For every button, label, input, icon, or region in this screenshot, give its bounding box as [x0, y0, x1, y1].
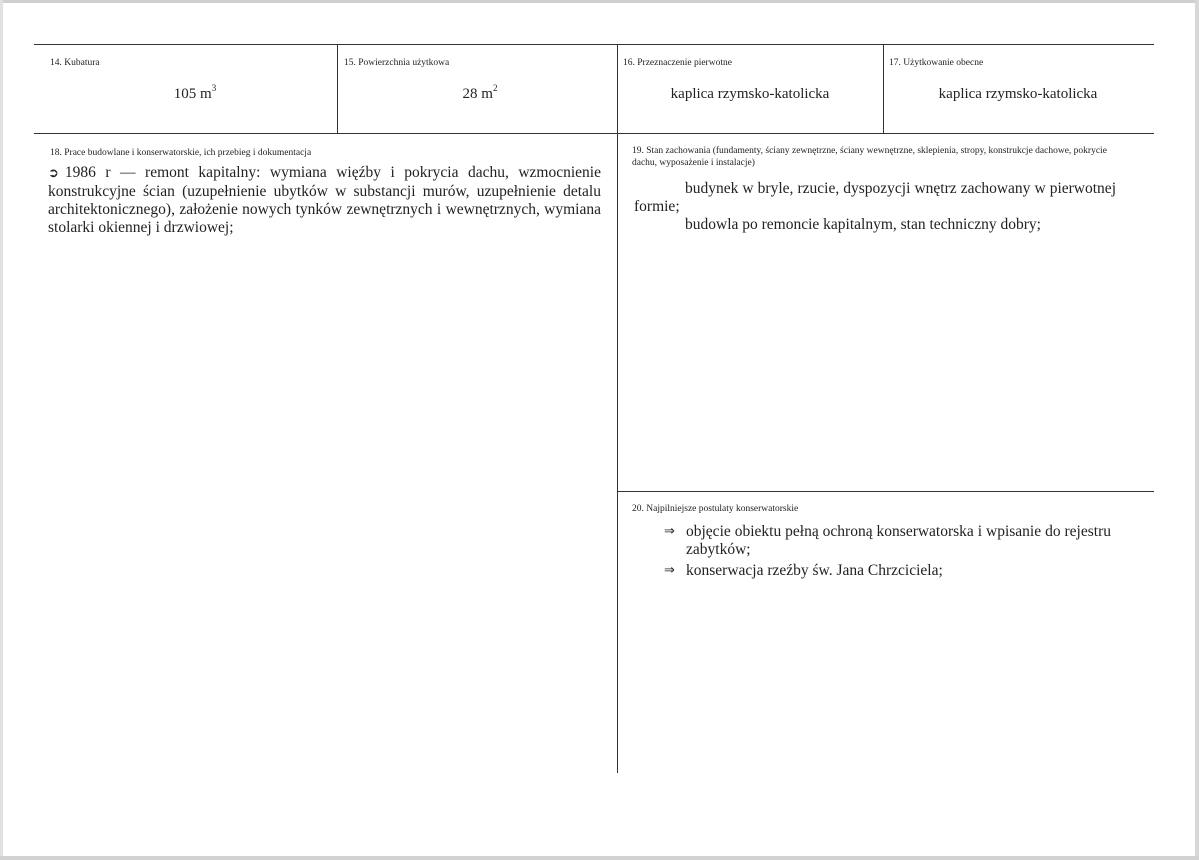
double-arrow-right-icon: ⇒: [664, 524, 675, 539]
kubatura-value: [100, 83, 290, 103]
uzytkowanie-value: kaplica rzymsko-katolicka: [938, 86, 1098, 102]
powierzchnia-value: [385, 83, 575, 103]
stan-line-2: budowla po remoncie kapitalnym, stan techniczny dobry;: [685, 216, 1041, 233]
col-divider-1: [337, 44, 338, 133]
postulat-item: [664, 523, 1111, 559]
stan-line-1: budynek w bryle, rzucie, dyspozycji wnętrz zachowany w pierwotnej formie;: [634, 180, 1116, 215]
col-divider-2: [617, 44, 618, 773]
uzytkowanie-label: 17. Użytkowanie obecne: [889, 58, 984, 68]
powierzchnia-exponent: 2: [492, 83, 498, 93]
postulat-text-1: objęcie obiektu pełną ochroną konserwatorska i wpisanie do rejestru zabytków;: [686, 523, 1111, 558]
przeznaczenie-value: kaplica rzymsko-katolicka: [670, 86, 830, 102]
prace-text: 1986 r — remont kapitalny: wymiana więźby i pokrycia dachu, wzmocnienie konstrukcyjne ścian (uzupełnienie ubytków w substancji murów, uzupełnienie detalu architektonicznego), założenie nowych tynków zewnętrznych i wewnętrznych, wymiana stolarki okiennej i drzwiowej;: [48, 164, 601, 236]
right-arrow-circle-icon: ➲: [48, 166, 59, 181]
postulaty-label: 20. Najpilniejsze postulaty konserwatorskie: [632, 504, 799, 514]
powierzchnia-number: 28 m: [462, 86, 493, 102]
kubatura-exponent: 3: [211, 83, 217, 93]
section-20-divider: [618, 491, 1154, 492]
row-divider-1: [34, 133, 1154, 134]
col-divider-3: [883, 44, 884, 133]
stan-label: 19. Stan zachowania (fundamenty, ściany zewnętrzne, ściany wewnętrzne, sklepienia, stropy, konstrukcje dachowe, pokrycie dachu, wyposażenie i instalacje): [632, 146, 1107, 168]
prace-label: 18. Prace budowlane i konserwatorskie, ich przebieg i dokumentacja: [50, 148, 312, 158]
double-arrow-right-icon: ⇒: [664, 563, 675, 578]
prace-entry: [48, 164, 601, 237]
kubatura-label: 14. Kubatura: [50, 58, 100, 68]
powierzchnia-label: 15. Powierzchnia użytkowa: [344, 58, 450, 68]
postulaty-list: [664, 523, 1111, 583]
top-border: [34, 44, 1154, 45]
kubatura-number: 105 m: [173, 86, 212, 102]
page-edge-left: [0, 0, 3, 860]
page-edge-right: [1195, 0, 1199, 860]
page-edge-bottom: [0, 856, 1199, 860]
postulat-text-2: konserwacja rzeźby św. Jana Chrzciciela;: [686, 562, 943, 579]
postulat-item: [664, 562, 1111, 580]
stan-text-block: [634, 180, 1116, 234]
przeznaczenie-label: 16. Przeznaczenie pierwotne: [623, 58, 732, 68]
page-edge-top: [0, 0, 1199, 3]
prace-text-block: [48, 164, 601, 237]
